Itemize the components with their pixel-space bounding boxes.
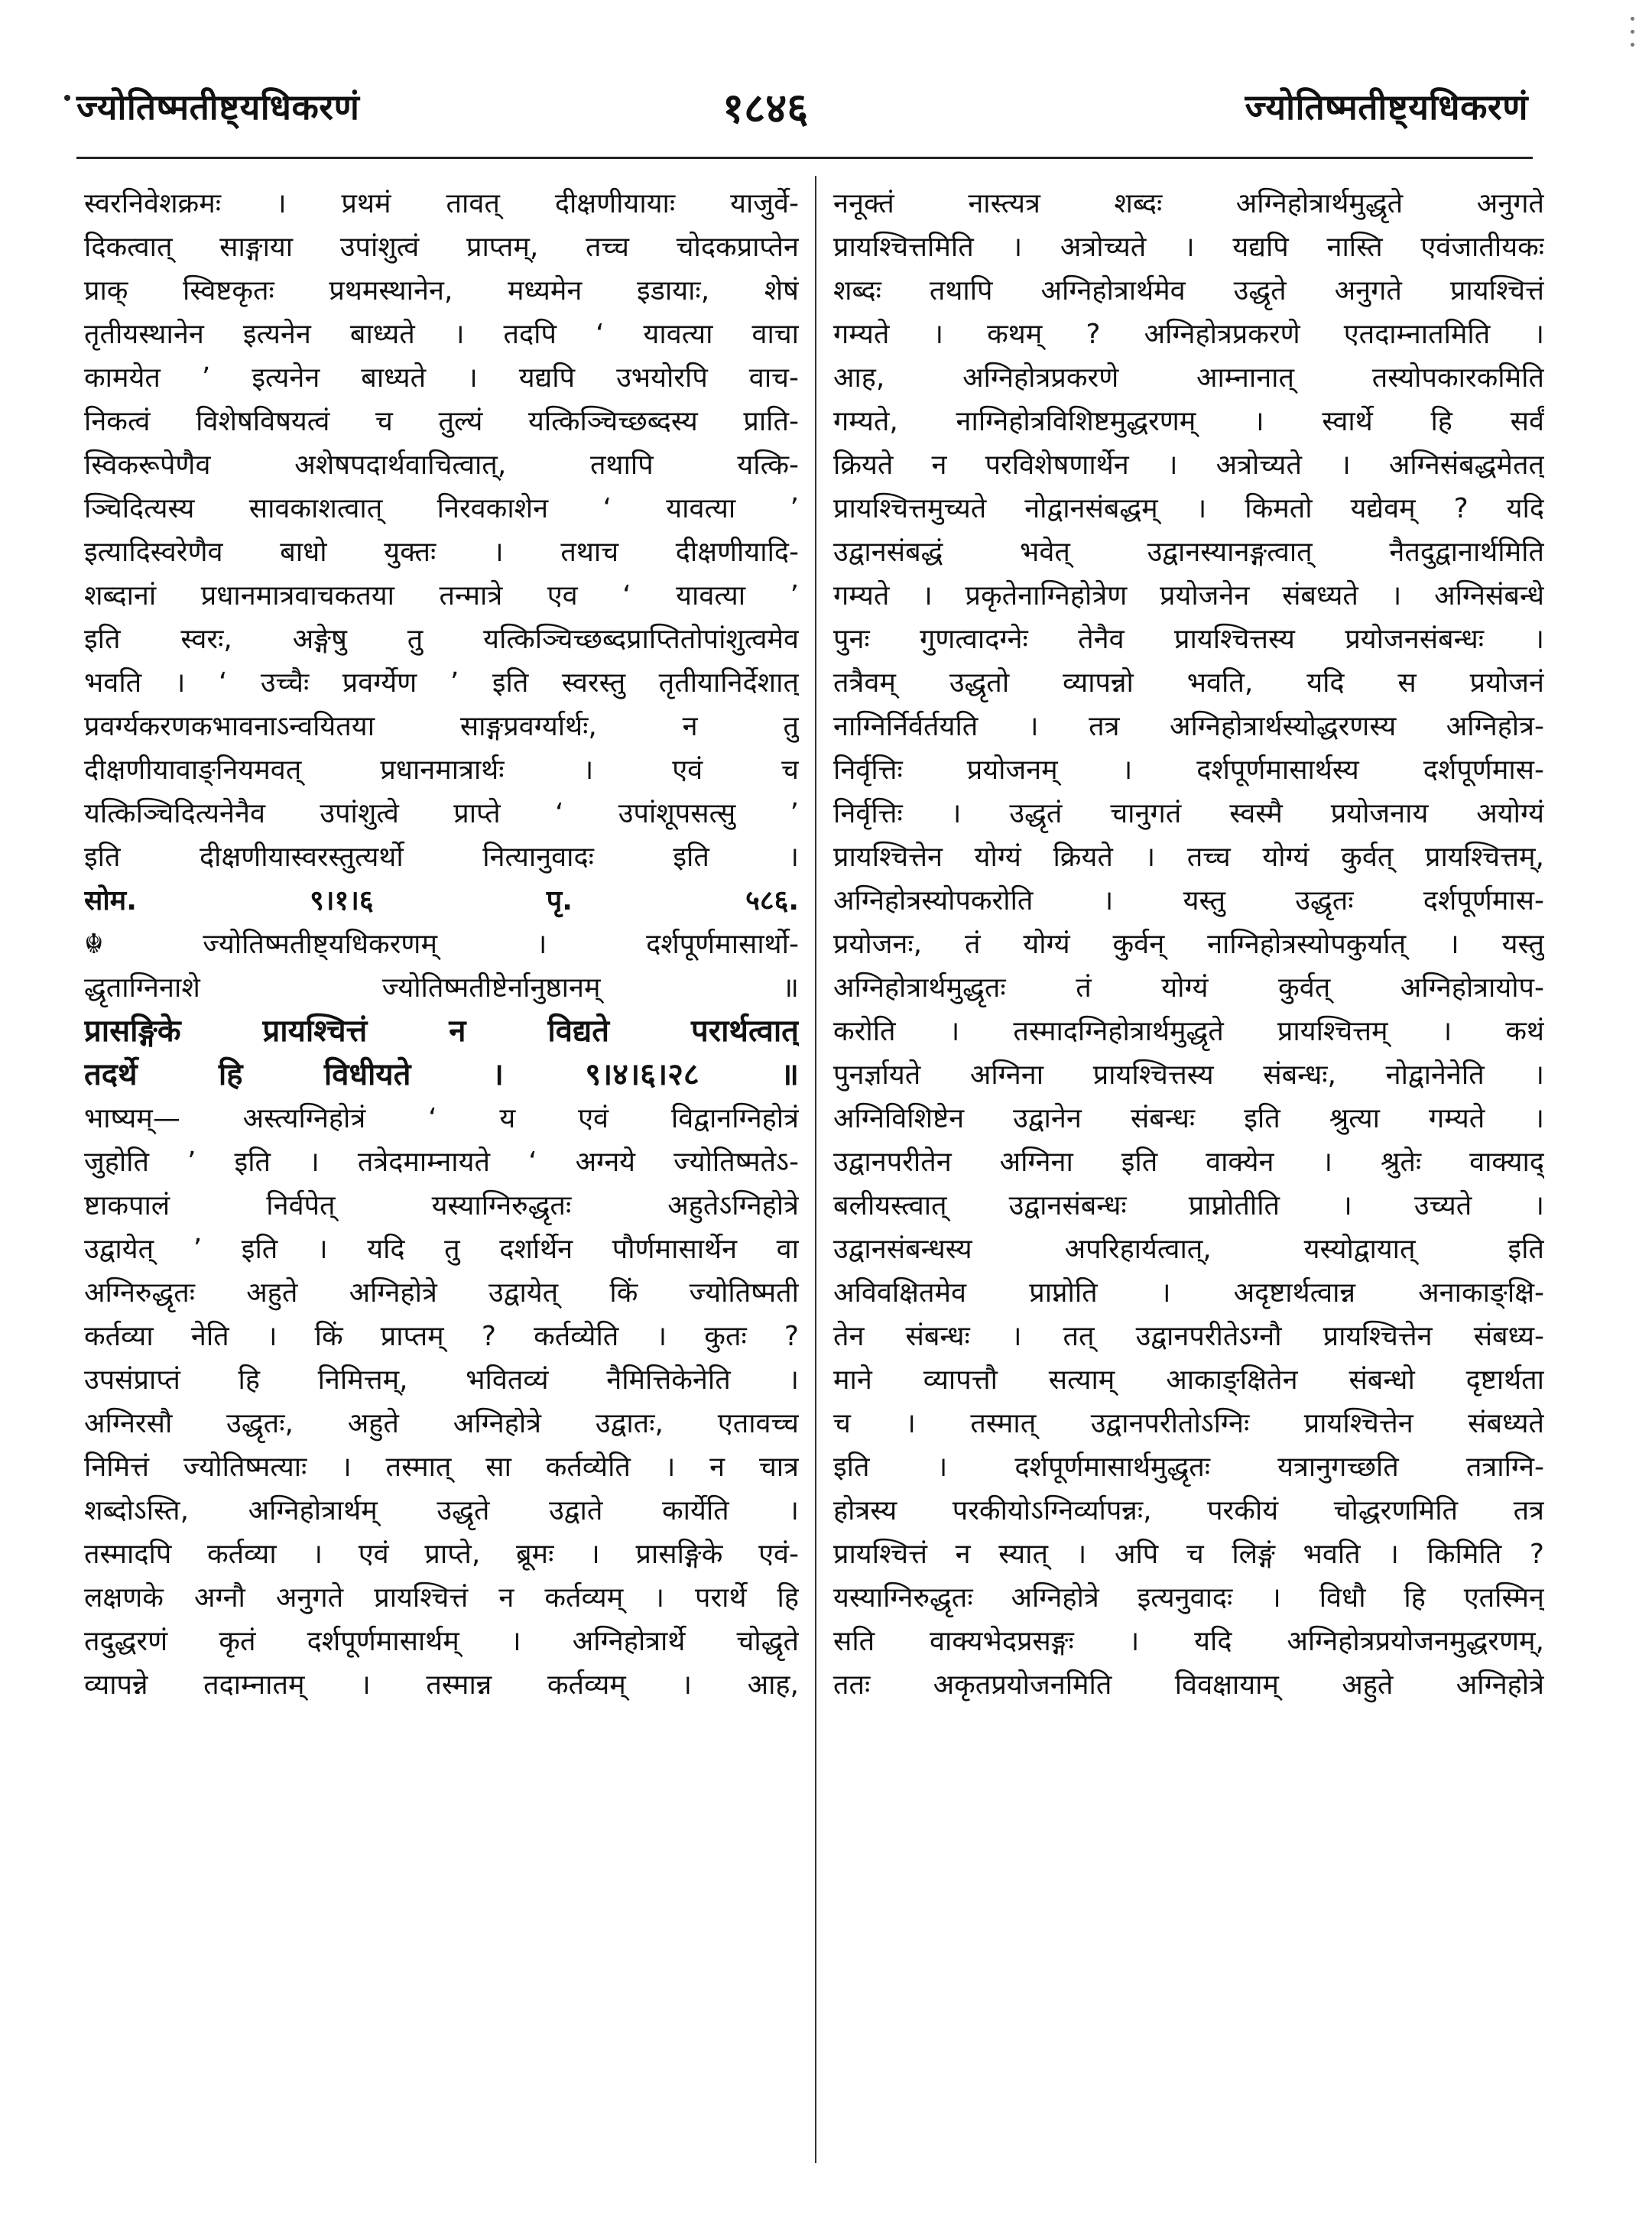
text-line: आह, अग्निहोत्रप्रकरणे आम्नानात् तस्योपकारकमिति <box>833 362 1544 394</box>
text-line: कामयेत ’ इत्यनेन बाध्यते । यद्यपि उभयोरपि वाच- <box>84 362 799 394</box>
text-line: गम्यते । प्रकृतेनाग्निहोत्रेण प्रयोजनेन संबध्यते । अग्निसंबन्धे <box>833 580 1544 611</box>
text-line: निमित्तं ज्योतिष्मत्याः । तस्मात् सा कर्तव्येति । न चात्र <box>84 1452 799 1483</box>
text-line: उद्वानसंबद्धं भवेत् उद्वानस्यानङ्गत्वात् नैतदुद्वानार्थमिति <box>833 537 1544 568</box>
text-line: इति । दर्शपूर्णमासार्थमुद्धृतः यत्रानुगच्छति तत्राग्नि- <box>833 1452 1544 1483</box>
text-line: दिकत्वात् साङ्गाया उपांशुत्वं प्राप्तम्, तच्च चोदकप्राप्तेन <box>84 232 799 263</box>
text-line: भाष्यम्— अस्त्यग्निहोत्रं ‘ य एवं विद्वानग्निहोत्रं <box>84 1103 799 1134</box>
text-line: क्रियते न परविशेषणार्थेन । अत्रोच्यते । अग्निसंबद्धमेतत् <box>833 449 1544 481</box>
text-line: सति वाक्यभेदप्रसङ्गः । यदि अग्निहोत्रप्रयोजनमुद्धरणम्, <box>833 1626 1544 1657</box>
text-line: स्वरनिवेशक्रमः । प्रथमं तावत् दीक्षणीयायाः याजुर्वे- <box>84 188 799 219</box>
text-line: अग्निहोत्रार्थमुद्धृतः तं योग्यं कुर्वत् अग्निहोत्रायोप- <box>833 972 1544 1004</box>
running-header <box>0 0 1652 138</box>
text-line: यत्किञ्चिदित्यनेनैव उपांशुत्वे प्राप्ते ‘ उपांशूपसत्सु ’ <box>84 798 799 829</box>
text-line: द्धृताग्निनाशे ज्योतिष्मतीष्टेर्नानुष्ठानम् ॥ <box>84 972 799 1004</box>
text-line: च । तस्मात् उद्वानपरीतोऽग्निः प्रायश्चित्तेन संबध्यते <box>833 1408 1544 1439</box>
text-line: प्राक् स्विष्टकृतः प्रथमस्थानेन, मध्यमेन इडायाः, शेषं <box>84 275 799 307</box>
text-line: अविवक्षितमेव प्राप्नोति । अदृष्टार्थत्वान्न अनाकाङ्क्षि- <box>833 1277 1544 1309</box>
text-line: जुहोति ’ इति । तत्रेदमाम्नायते ‘ अग्नये ज्योतिष्मतेऽ- <box>84 1147 799 1178</box>
text-line: निर्वृत्तिः । उद्धृतं चानुगतं स्वस्मै प्रयोजनाय अयोग्यं <box>833 798 1544 829</box>
column-divider <box>815 176 816 2163</box>
text-line: इत्यादिस्वरेणैव बाधो युक्तः । तथाच दीक्षणीयादि- <box>84 537 799 568</box>
text-line: कर्तव्या नेति । किं प्राप्तम् ? कर्तव्येति । कुतः ? <box>84 1321 799 1352</box>
text-line: अग्निरसौ उद्धृतः, अहुते अग्निहोत्रे उद्वातः, एतावच्च <box>84 1408 799 1439</box>
header-right-title: ज्योतिष्मतीष्ट्यधिकरणं <box>1245 86 1528 128</box>
text-line: पुनः गुणत्वादग्नेः तेनैव प्रायश्चित्तस्य प्रयोजनसंबन्धः । <box>833 624 1544 655</box>
speck <box>1631 30 1634 34</box>
text-line: प्रासङ्गिके प्रायश्चित्तं न विद्यते परार्थत्वात् <box>84 1014 799 1049</box>
text-line: पुनर्ज्ञायते अग्निना प्रायश्चित्तस्य संबन्धः, नोद्वानेनेति । <box>833 1059 1544 1091</box>
text-line: स्विकरूपेणैव अशेषपदार्थवाचित्वात्, तथापि यत्कि- <box>84 449 799 481</box>
text-line: लक्षणके अग्नौ अनुगते प्रायश्चित्तं न कर्तव्यम् । परार्थे हि <box>84 1582 799 1614</box>
text-line: अग्निरुद्धृतः अहुते अग्निहोत्रे उद्वायेत् किं ज्योतिष्मती <box>84 1277 799 1309</box>
text-line: प्रायश्चित्तेन योग्यं क्रियते । तच्च योग्यं कुर्वत् प्रायश्चित्तम्, <box>833 842 1544 873</box>
text-line: प्रयोजनः, तं योग्यं कुर्वन् नाग्निहोत्रस्योपकुर्यात् । यस्तु <box>833 929 1544 960</box>
margin-specks <box>1626 8 1641 92</box>
text-line: तदर्थे हि विधीयते । ९।४।६।२८ ॥ <box>84 1057 799 1092</box>
header-rule <box>76 157 1533 159</box>
text-line: होत्रस्य परकीयोऽग्निर्व्यापन्नः, परकीयं चोद्धरणमिति तत्र <box>833 1495 1544 1526</box>
text-line: व्यापन्ने तदाम्नातम् । तस्मान्न कर्तव्यम् । आह, <box>84 1669 799 1701</box>
text-line: इति दीक्षणीयास्वरस्तुत्यर्थो नित्यानुवादः इति । <box>84 842 799 873</box>
page-number: १८४६ <box>722 84 809 132</box>
text-line: तत्रैवम् उद्धृतो व्यापन्नो भवति, यदि स प्रयोजनं <box>833 667 1544 699</box>
text-line: यस्याग्निरुद्धृतः अग्निहोत्रे इत्यनुवादः । विधौ हि एतस्मिन् <box>833 1582 1544 1614</box>
text-line: प्रायश्चित्तं न स्यात् । अपि च लिङ्गं भवति । किमिति ? <box>833 1539 1544 1570</box>
text-line: गम्यते । कथम् ? अग्निहोत्रप्रकरणे एतदाम्नातमिति । <box>833 319 1544 350</box>
text-line: उपसंप्राप्तं हि निमित्तम्, भवितव्यं नैमित्तिकेनेति । <box>84 1364 799 1396</box>
text-line: तृतीयस्थानेन इत्यनेन बाध्यते । तदपि ‘ यावत्या वाचा <box>84 319 799 350</box>
text-line: उद्वानपरीतेन अग्निना इति वाक्येन । श्रुतेः वाक्याद् <box>833 1147 1544 1178</box>
text-line: इति स्वरः, अङ्गेषु तु यत्किञ्चिच्छब्दप्राप्तितोपांशुत्वमेव <box>84 624 799 655</box>
left-column <box>84 182 799 1707</box>
text-line: दीक्षणीयावाङ्नियमवत् प्रधानमात्रार्थः । एवं च <box>84 754 799 786</box>
text-line: तेन संबन्धः । तत् उद्वानपरीतेऽग्नौ प्रायश्चित्तेन संबध्य- <box>833 1321 1544 1352</box>
text-line: नाग्निर्निर्वर्तयति । तत्र अग्निहोत्रार्थस्योद्धरणस्य अग्निहोत्र- <box>833 711 1544 742</box>
text-line: तस्मादपि कर्तव्या । एवं प्राप्ते, ब्रूमः । प्रासङ्गिके एवं- <box>84 1539 799 1570</box>
text-line: तदुद्धरणं कृतं दर्शपूर्णमासार्थम् । अग्निहोत्रार्थे चोद्धृते <box>84 1626 799 1657</box>
text-line: ☬ ज्योतिष्मतीष्ट्यधिकरणम् । दर्शपूर्णमासार्थो- <box>84 929 799 960</box>
text-line: निकत्वं विशेषविषयत्वं च तुल्यं यत्किञ्चिच्छब्दस्य प्राति- <box>84 406 799 437</box>
text-line: उद्वानसंबन्धस्य अपरिहार्यत्वात्, यस्योद्वायात् इति <box>833 1234 1544 1265</box>
speck <box>1631 43 1634 47</box>
text-line: ञ्चिदित्यस्य सावकाशत्वात् निरवकाशेन ‘ यावत्या ’ <box>84 493 799 524</box>
text-line: निर्वृत्तिः प्रयोजनम् । दर्शपूर्णमासार्थस्य दर्शपूर्णमास- <box>833 754 1544 786</box>
text-line: गम्यते, नाग्निहोत्रविशिष्टमुद्धरणम् । स्वार्थे हि सर्वं <box>833 406 1544 437</box>
text-line: माने व्यापत्तौ सत्याम् आकाङ्क्षितेन संबन्धो दृष्टार्थता <box>833 1364 1544 1396</box>
text-line: ततः अकृतप्रयोजनमिति विवक्षायाम् अहुते अग्निहोत्रे <box>833 1669 1544 1701</box>
text-line: सोम. ९।१।६ पृ. ५८६. <box>84 885 799 916</box>
header-left-title: ज्योतिष्मतीष्ट्यधिकरणं <box>76 86 360 128</box>
text-line: शब्दानां प्रधानमात्रवाचकतया तन्मात्रे एव ‘ यावत्या ’ <box>84 580 799 611</box>
right-column <box>833 182 1544 1707</box>
text-line: प्रायश्चित्तमुच्यते नोद्वानसंबद्धम् । किमतो यद्येवम् ? यदि <box>833 493 1544 524</box>
text-line: प्रवर्ग्यकरणकभावनाऽन्वयितया साङ्गप्रवर्ग्यार्थः, न तु <box>84 711 799 742</box>
text-line: प्रायश्चित्तमिति । अत्रोच्यते । यद्यपि नास्ति एवंजातीयकः <box>833 232 1544 263</box>
speck <box>1631 17 1634 21</box>
text-line: शब्दः तथापि अग्निहोत्रार्थमेव उद्धृते अनुगते प्रायश्चित्तं <box>833 275 1544 307</box>
header-bullet <box>64 95 70 101</box>
text-line: ष्टाकपालं निर्वपेत् यस्याग्निरुद्धृतः अहुतेऽग्निहोत्रे <box>84 1190 799 1221</box>
text-line: करोति । तस्मादग्निहोत्रार्थमुद्धृते प्रायश्चित्तम् । कथं <box>833 1016 1544 1047</box>
text-line: अग्निहोत्रस्योपकरोति । यस्तु उद्धृतः दर्शपूर्णमास- <box>833 885 1544 916</box>
text-line: बलीयस्त्वात् उद्वानसंबन्धः प्राप्नोतीति । उच्यते । <box>833 1190 1544 1221</box>
text-line: ननूक्तं नास्त्यत्र शब्दः अग्निहोत्रार्थमुद्धृते अनुगते <box>833 188 1544 219</box>
text-line: अग्निविशिष्टेन उद्वानेन संबन्धः इति श्रुत्या गम्यते । <box>833 1103 1544 1134</box>
text-line: शब्दोऽस्ति, अग्निहोत्रार्थम् उद्धृते उद्वाते कार्येति । <box>84 1495 799 1526</box>
text-line: उद्वायेत् ’ इति । यदि तु दर्शार्थेन पौर्णमासार्थेन वा <box>84 1234 799 1265</box>
text-line: भवति । ‘ उच्चैः प्रवर्ग्येण ’ इति स्वरस्तु तृतीयानिर्देशात् <box>84 667 799 699</box>
